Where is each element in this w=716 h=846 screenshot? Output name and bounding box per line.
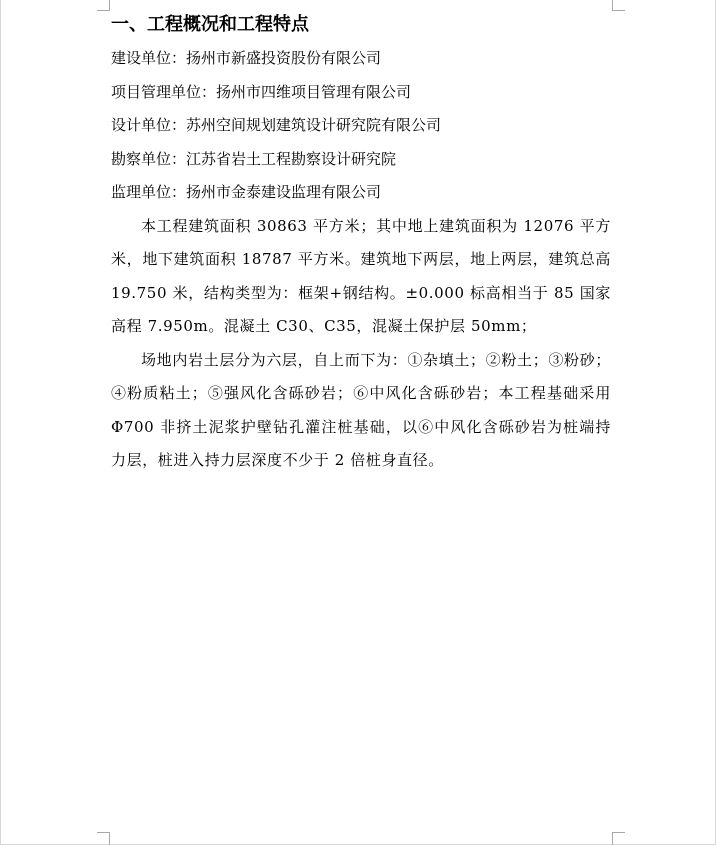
paragraph-building-overview: 本工程建筑面积 30863 平方米；其中地上建筑面积为 12076 平方米，地下建筑面积 18787 平方米。建筑地下两层，地上两层，建筑总高 19.750 米，结构类型为：框架+钢结构。±0.000 标高相当于 85 国家高程 7.950m。混凝土 C30、C35，混凝土保护层 50mm； <box>111 216 611 335</box>
paragraph-geology-foundation: 场地内岩土层分为六层，自上而下为：①杂填土；②粉土；③粉砂；④粉质粘土；⑤强风化含砾砂岩；⑥中风化含砾砂岩；本工程基础采用 Φ700 非挤土泥浆护壁钻孔灌注桩基础，以⑥中风化含砾砂岩为桩端持力层，桩进入持力层深度不少于 2 倍桩身直径。 <box>111 350 611 469</box>
info-line-construction-unit: 建设单位：扬州市新盛投资股份有限公司 <box>111 49 382 67</box>
margin-mark-bottom-right <box>612 832 625 845</box>
info-line-survey-unit: 勘察单位：江苏省岩土工程勘察设计研究院 <box>111 149 397 168</box>
section-heading: 一、工程概况和工程特点 <box>111 14 309 35</box>
info-line-design-unit: 设计单位：苏州空间规划建筑设计研究院有限公司 <box>111 116 442 134</box>
info-line-supervision-unit: 监理单位：扬州市金泰建设监理有限公司 <box>111 183 382 201</box>
info-line-project-management-unit: 项目管理单位：扬州市四维项目管理有限公司 <box>111 82 412 101</box>
margin-mark-top-left <box>97 0 110 11</box>
document-body[interactable] <box>111 10 611 478</box>
margin-mark-top-right <box>612 0 625 11</box>
margin-mark-bottom-left <box>97 832 110 845</box>
